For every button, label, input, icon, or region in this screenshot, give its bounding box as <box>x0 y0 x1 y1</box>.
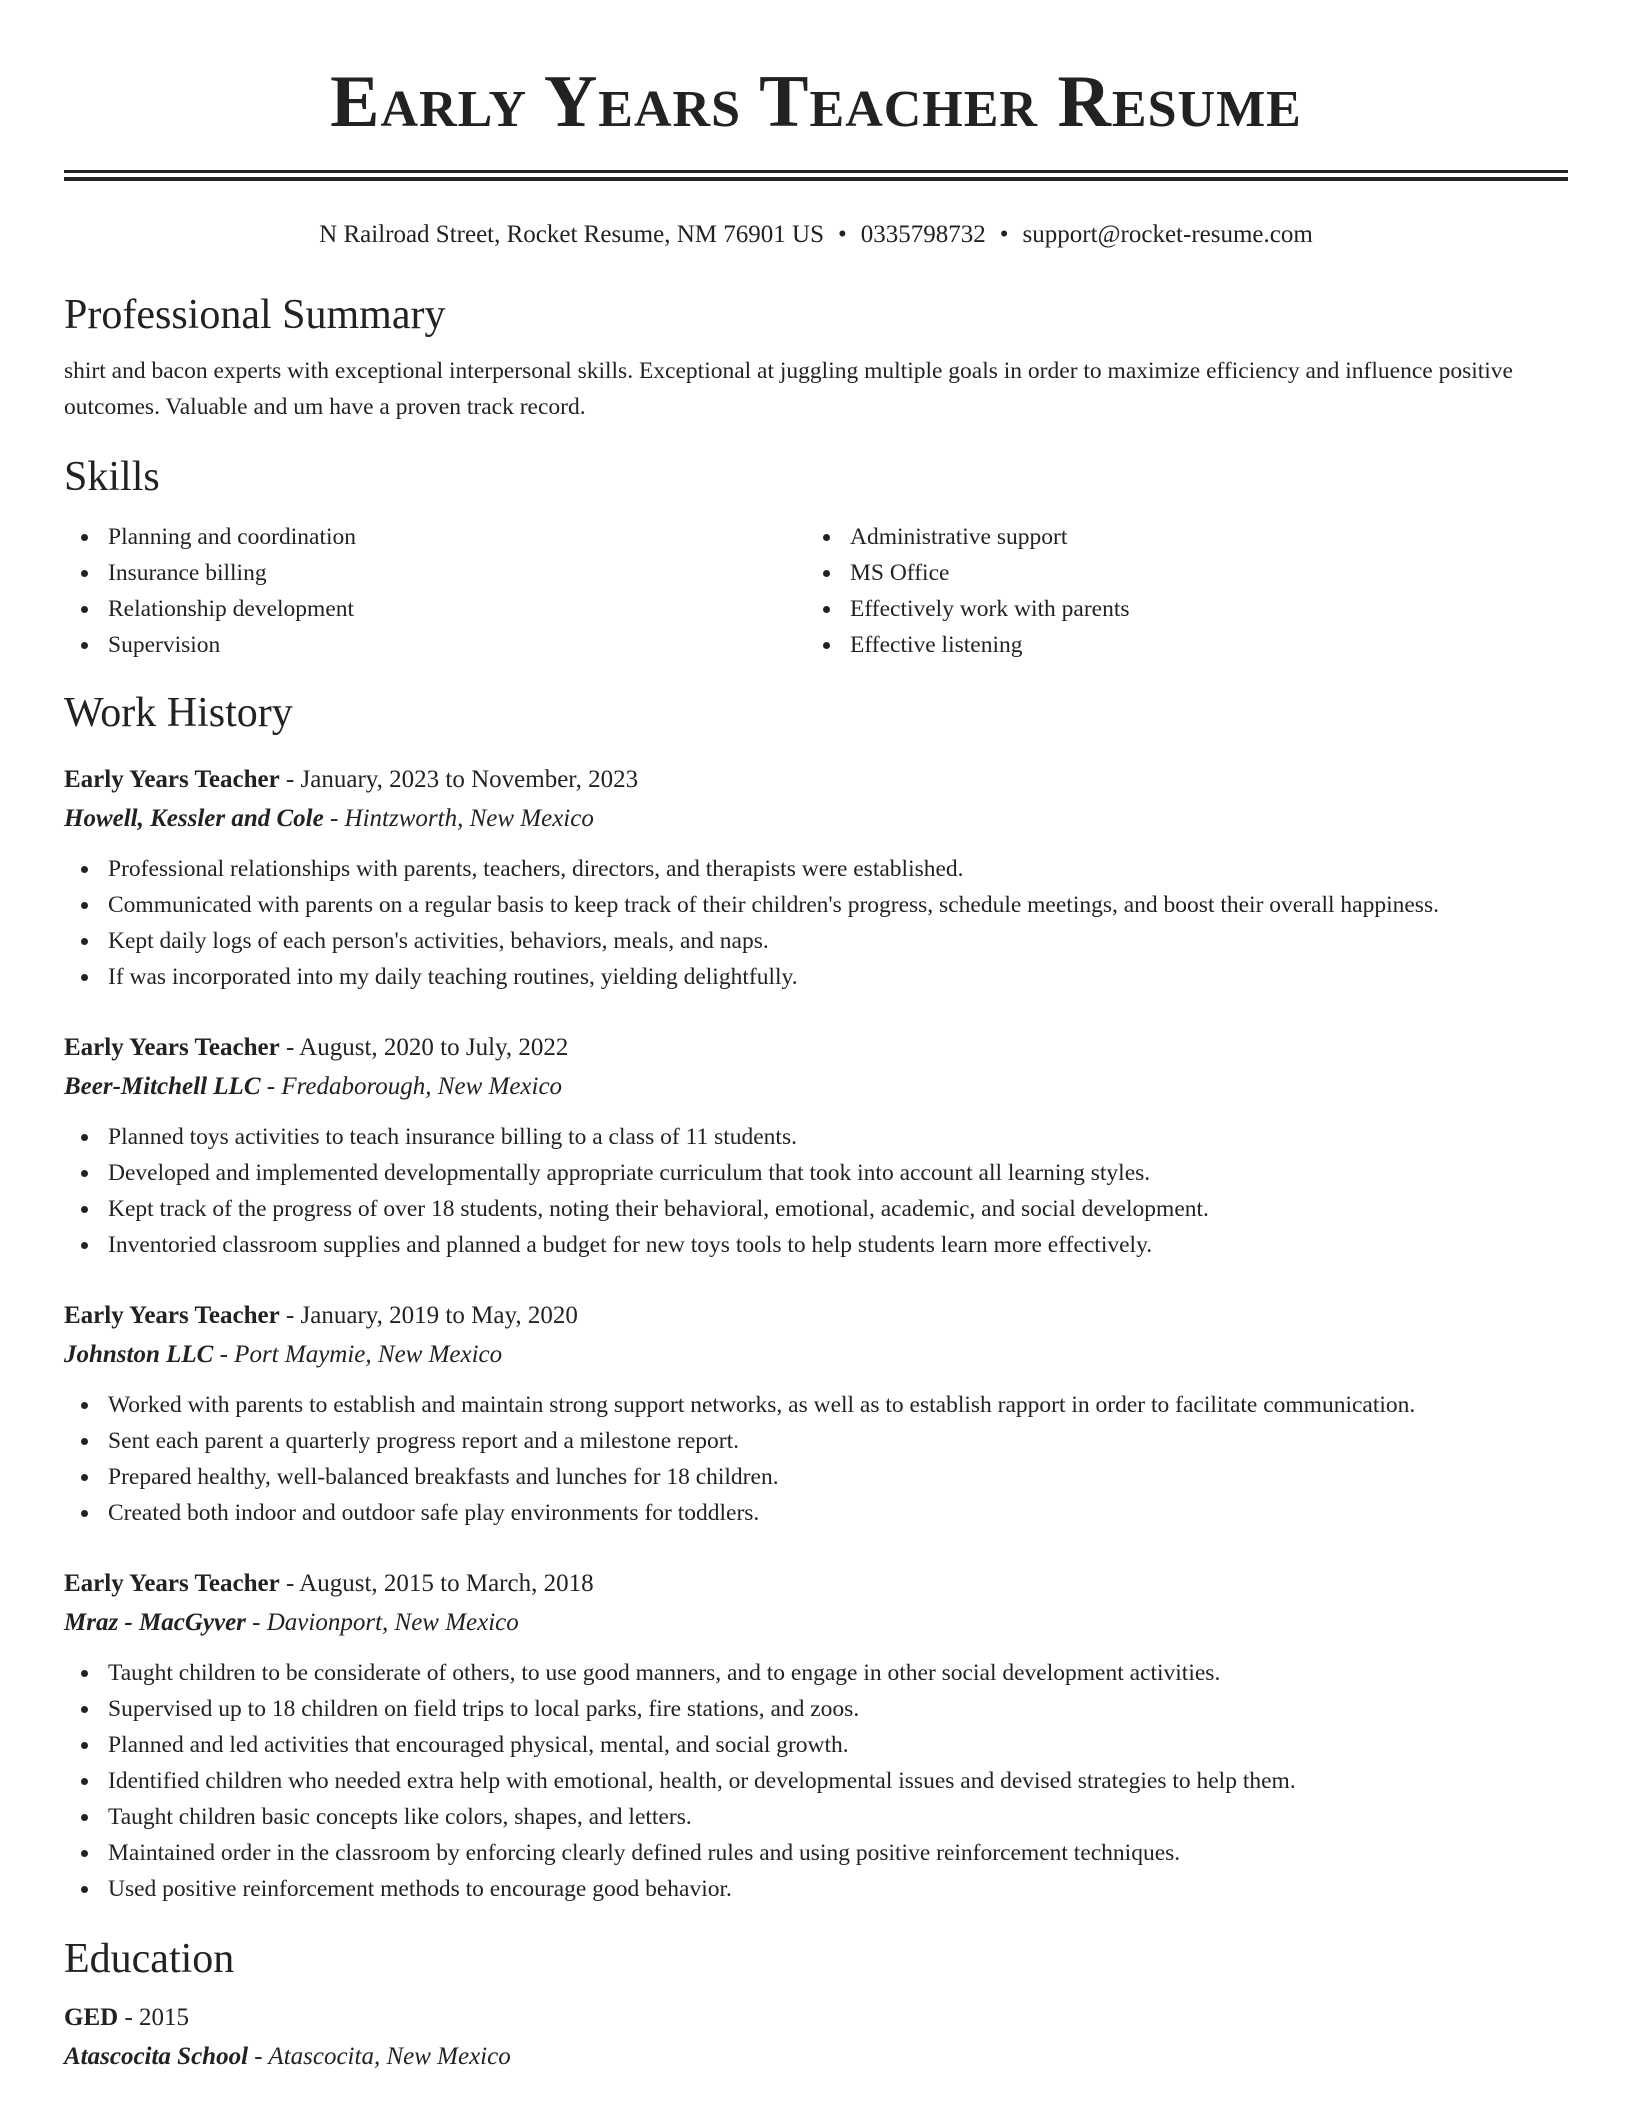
skill-item: Insurance billing <box>108 555 806 591</box>
skill-item: Effective listening <box>850 627 1548 663</box>
job-entry <box>64 1565 1568 1907</box>
duty-item: Created both indoor and outdoor safe play environments for toddlers. <box>108 1495 1568 1531</box>
duty-item: Professional relationships with parents, teachers, directors, and therapists were established. <box>108 851 1568 887</box>
company-name: Mraz - MacGyver <box>64 1609 246 1636</box>
company-name: Beer-Mitchell LLC <box>64 1073 261 1100</box>
education-degree: GED <box>64 2004 119 2031</box>
education-school-line <box>64 2037 1568 2077</box>
resume-page <box>64 0 1568 2077</box>
company-name: Johnston LLC <box>64 1341 214 1368</box>
job-title: Early Years Teacher <box>64 1570 280 1597</box>
contact-address: N Railroad Street, Rocket Resume, NM 76901 US <box>319 221 824 248</box>
company-location: - Fredaborough, New Mexico <box>260 1073 563 1100</box>
contact-separator: • <box>837 221 847 248</box>
summary-text: shirt and bacon experts with exceptional interpersonal skills. Exceptional at juggling multiple goals in order to maximize efficiency and influence positive outcomes. Valuable and um have a proven track record. <box>64 358 1513 420</box>
company-line <box>64 1067 1568 1107</box>
company-location: - Davionport, New Mexico <box>245 1609 519 1636</box>
skills-column-right <box>806 519 1548 663</box>
job-duties <box>64 851 1568 995</box>
company-location: - Port Maymie, New Mexico <box>213 1341 503 1368</box>
education-school: Atascocita School <box>64 2043 249 2070</box>
job-duties <box>64 1655 1568 1907</box>
duty-item: Taught children to be considerate of others, to use good manners, and to engage in other social development activities. <box>108 1655 1568 1691</box>
duty-item: Developed and implemented developmentally appropriate curriculum that took into account all learning styles. <box>108 1155 1568 1191</box>
job-title: Early Years Teacher <box>64 1302 280 1329</box>
job-duties <box>64 1387 1568 1531</box>
job-dates: - August, 2020 to July, 2022 <box>279 1034 569 1061</box>
education-heading: Education <box>64 1936 235 1982</box>
skill-item: Administrative support <box>850 519 1548 555</box>
skill-item: Supervision <box>108 627 806 663</box>
skill-item: Planning and coordination <box>108 519 806 555</box>
job-title-line <box>64 761 1568 799</box>
duty-item: Identified children who needed extra help with emotional, health, or developmental issues and devised strategies to help them. <box>108 1763 1568 1799</box>
skill-item: Relationship development <box>108 591 806 627</box>
contact-phone: 0335798732 <box>860 221 986 248</box>
skills-column-left <box>64 519 806 663</box>
job-entry <box>64 1029 1568 1263</box>
duty-item: Planned and led activities that encouraged physical, mental, and social growth. <box>108 1727 1568 1763</box>
company-location: - Hintzworth, New Mexico <box>323 805 594 832</box>
education-year: - 2015 <box>118 2004 190 2031</box>
skill-item: MS Office <box>850 555 1548 591</box>
job-entry <box>64 1297 1568 1531</box>
duty-item: Planned toys activities to teach insurance billing to a class of 11 students. <box>108 1119 1568 1155</box>
duty-item: Kept daily logs of each person's activities, behaviors, meals, and naps. <box>108 923 1568 959</box>
job-title: Early Years Teacher <box>64 1034 280 1061</box>
duty-item: Supervised up to 18 children on field trips to local parks, fire stations, and zoos. <box>108 1691 1568 1727</box>
skill-item: Effectively work with parents <box>850 591 1548 627</box>
company-name: Howell, Kessler and Cole <box>64 805 324 832</box>
education-location: - Atascocita, New Mexico <box>248 2043 511 2070</box>
duty-item: Communicated with parents on a regular basis to keep track of their children's progress, schedule meetings, and boost their overall happiness. <box>108 887 1568 923</box>
job-dates: - August, 2015 to March, 2018 <box>279 1570 594 1597</box>
contact-line <box>64 217 1568 253</box>
job-duties <box>64 1119 1568 1263</box>
duty-item: Taught children basic concepts like colors, shapes, and letters. <box>108 1799 1568 1835</box>
contact-email: support@rocket-resume.com <box>1022 221 1313 248</box>
duty-item: If was incorporated into my daily teaching routines, yielding delightfully. <box>108 959 1568 995</box>
summary-heading: Professional Summary <box>64 292 446 338</box>
duty-item: Maintained order in the classroom by enforcing clearly defined rules and using positive reinforcement techniques. <box>108 1835 1568 1871</box>
job-dates: - January, 2023 to November, 2023 <box>279 766 639 793</box>
duty-item: Prepared healthy, well-balanced breakfasts and lunches for 18 children. <box>108 1459 1568 1495</box>
title-divider <box>64 170 1568 181</box>
duty-item: Inventoried classroom supplies and planned a budget for new toys tools to help students learn more effectively. <box>108 1227 1568 1263</box>
duty-item: Kept track of the progress of over 18 students, noting their behavioral, emotional, academic, and social development. <box>108 1191 1568 1227</box>
job-dates: - January, 2019 to May, 2020 <box>279 1302 578 1329</box>
education-degree-line <box>64 1999 1568 2037</box>
duty-item: Worked with parents to establish and maintain strong support networks, as well as to establish rapport in order to facilitate communication. <box>108 1387 1568 1423</box>
contact-separator: • <box>999 221 1009 248</box>
work-history-heading: Work History <box>64 690 293 736</box>
skills-heading: Skills <box>64 454 160 500</box>
job-title-line <box>64 1297 1568 1335</box>
skills-list <box>64 519 1568 663</box>
job-title: Early Years Teacher <box>64 766 280 793</box>
duty-item: Used positive reinforcement methods to encourage good behavior. <box>108 1871 1568 1907</box>
job-title-line <box>64 1565 1568 1603</box>
company-line <box>64 799 1568 839</box>
duty-item: Sent each parent a quarterly progress report and a milestone report. <box>108 1423 1568 1459</box>
resume-title: Early Years Teacher Resume <box>330 61 1302 143</box>
job-entry <box>64 761 1568 995</box>
company-line <box>64 1603 1568 1643</box>
job-title-line <box>64 1029 1568 1067</box>
company-line <box>64 1335 1568 1375</box>
